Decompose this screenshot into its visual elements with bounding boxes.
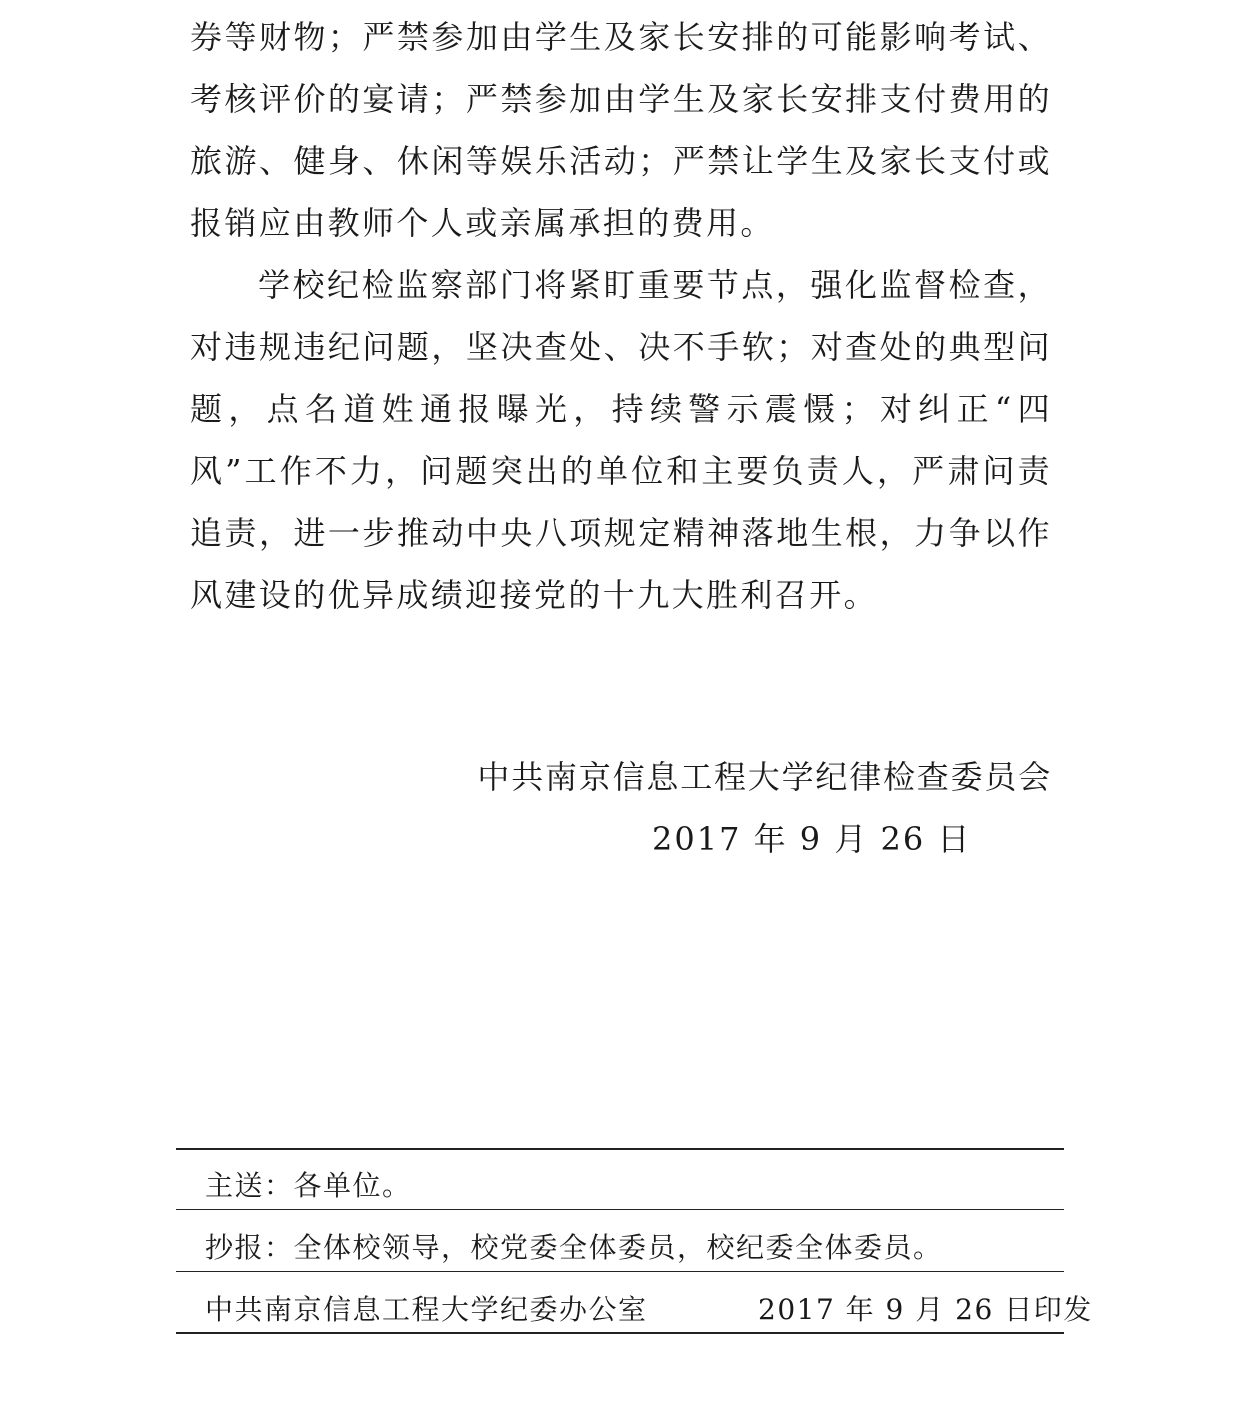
main-recipients: 主送：各单位。 — [205, 1169, 412, 1202]
paragraph-continued: 券等财物；严禁参加由学生及家长安排的可能影响考试、考核评价的宴请；严禁参加由学生及家长安排支付费用的旅游、健身、休闲等娱乐活动；严禁让学生及家长支付或报销应由教师个人或亲属承担的费用。 — [190, 18, 1052, 242]
issuer: 中共南京信息工程大学纪委办公室 — [205, 1293, 648, 1326]
footer-top-rule — [176, 1148, 1064, 1150]
signature-date: 2017 年 9 月 26 日 — [652, 820, 972, 858]
paragraph-supervision: 学校纪检监察部门将紧盯重要节点，强化监督检查，对违规违纪问题，坚决查处、决不手软；对查处的典型问题，点名道姓通报曝光，持续警示震慑；对纠正“四风”工作不力，问题突出的单位和主要负责人，严肃问责追责，进一步推动中央八项规定精神落地生根，力争以作风建设的优异成绩迎接党的十九大胜利召开。 — [190, 266, 1052, 614]
footer-rule-2 — [176, 1271, 1064, 1272]
document-body — [190, 6, 1052, 626]
footer-bottom-rule — [176, 1332, 1064, 1334]
footer-rule-1 — [176, 1209, 1064, 1210]
issue-date: 2017 年 9 月 26 日印发 — [758, 1293, 1093, 1326]
signature-organization: 中共南京信息工程大学纪律检查委员会 — [477, 758, 1052, 796]
copy-to: 抄报：全体校领导，校党委全体委员，校纪委全体委员。 — [205, 1231, 943, 1264]
